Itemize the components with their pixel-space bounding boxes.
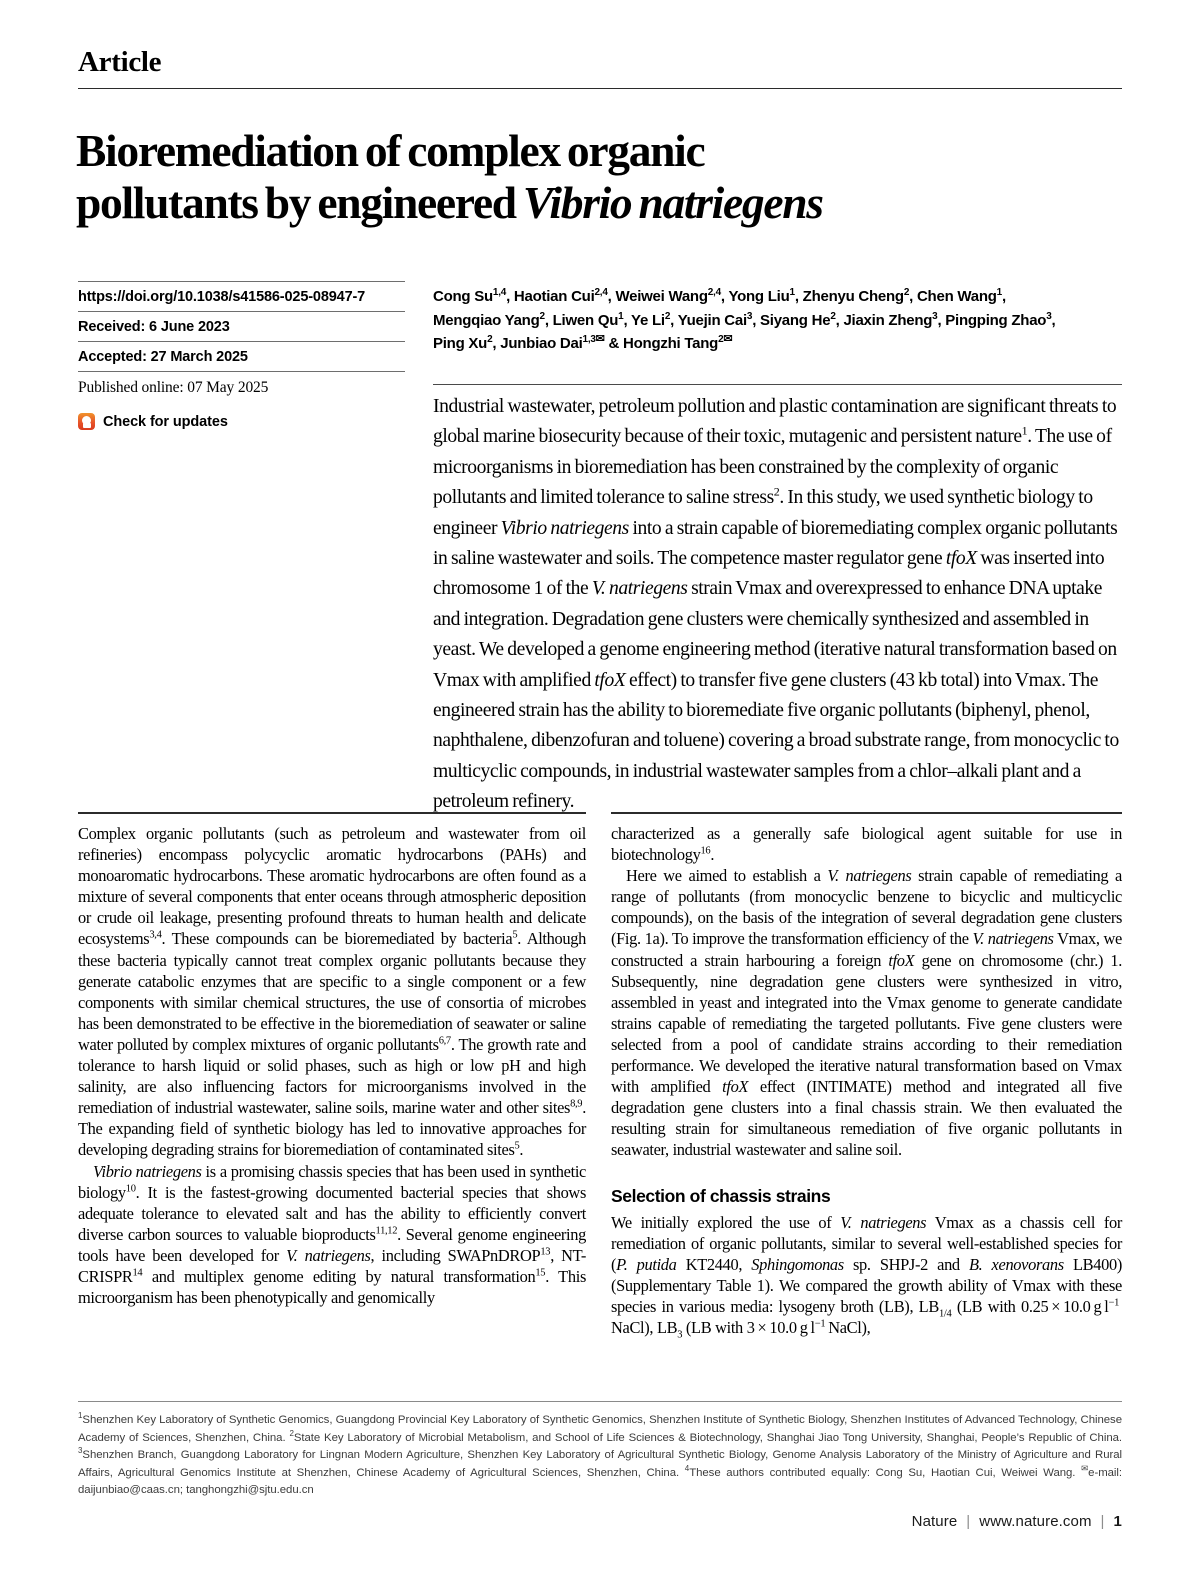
title-line-1: Bioremediation of complex organic <box>76 125 705 177</box>
footnote-divider <box>78 1401 1122 1402</box>
paragraph-intro-2: Vibrio natriegens is a promising chassis species that has been used in synthetic biology$^{10}$. It is the fastest-growing documented bacterial species that shows adequate tolerance to elevated salt and has the ability to efficiently convert diverse carbon sources to valuable bioproducts$^{11,12}$. Several genome engineering tools have been developed for V. natriegens, including SWAPnDROP$^{13}$, NT-CRISPR$^{14}$ and multiplex genome editing by natural transformation$^{15}$. This microorganism has been phenotypically and genomically <box>78 1161 587 1308</box>
paragraph-intro-3: characterized as a generally safe biological agent suitable for use in biotechnology$^{16}$. <box>611 824 1122 865</box>
author-list <box>433 285 1123 356</box>
section-heading-selection-of-chassis-strains: Selection of chassis strains <box>611 1185 831 1206</box>
footer-journal: Nature <box>911 1513 958 1530</box>
check-for-updates-label: Check for updates <box>103 413 228 430</box>
abstract-divider <box>433 384 1122 385</box>
paragraph-intro-4: Here we aimed to establish a V. natriegens strain capable of remediating a range of pollutants (from monocyclic benzene to bicyclic and multicyclic compounds), on the basis of the integration of several degradation gene clusters (Fig. 1a). To improve the transformation efficiency of the V. natriegens Vmax, we constructed a strain harbouring a foreign tfoX gene on chromosome (chr.) 1. Subsequently, nine degradation gene clusters were synthesized in vitro, assembled in yeast and integrated into the Vmax genome to generate candidate strains capable of remediating the targeted pollutants. Five gene clusters were selected from a pool of candidate strains according to their remediation performance. We developed the iterative natural transformation based on Vmax with amplified tfoX effect (INTIMATE) method and integrated all five degradation gene clusters into a final chassis strain. We then evaluated the resulting strain for simultaneous remediation of five organic pollutants in seawater, industrial wastewater and saline soil. <box>611 866 1122 1160</box>
envelope-icon: ✉ <box>723 333 733 345</box>
body-column-right <box>611 823 1122 1341</box>
title-line-2-plain: pollutants by engineered <box>76 177 523 229</box>
body-divider-right <box>611 812 1122 814</box>
article-kicker: Article <box>78 46 162 78</box>
author-line-2: Mengqiao Yang$^2$, Liwen Qu$^1$, Ye Li$^2$, Yuejin Cai$^3$, Siyang He$^2$, Jiaxin Zheng$^3$, Pingping Zhao$^3$, <box>433 310 1056 329</box>
doi-link[interactable]: https://doi.org/10.1038/s41586-025-08947-7 <box>78 281 405 311</box>
abstract: Industrial wastewater, petroleum pollution and plastic contamination are significant threats to global marine biosecurity because of their toxic, mutagenic and persistent nature$^1$. The use of microorganisms in bioremediation has been constrained by the complexity of organic pollutants and limited tolerance to saline stress$^2$. In this study, we used synthetic biology to engineer Vibrio natriegens into a strain capable of bioremediating complex organic pollutants in saline wastewater and soils. The competence master regulator gene tfoX was inserted into chromosome 1 of the V. natriegens strain Vmax and overexpressed to enhance DNA uptake and integration. Degradation gene clusters were chemically synthesized and assembled in yeast. We developed a genome engineering method (iterative natural transformation based on Vmax with amplified tfoX effect) to transfer five gene clusters (43 kb total) into Vmax. The engineered strain has the ability to bioremediate five organic pollutants (biphenyl, phenol, naphthalene, dibenzofuran and toluene) covering a broad substrate range, from monocyclic to multicyclic compounds, in industrial wastewater samples from a chlor–alkali plant and a petroleum refinery. <box>433 396 1119 813</box>
envelope-icon: ✉ <box>595 333 605 345</box>
check-for-updates-icon <box>78 413 95 430</box>
header-divider <box>78 88 1122 89</box>
footer-separator: | <box>1100 1513 1105 1530</box>
article-metadata <box>78 281 405 430</box>
paragraph-chassis-1: We initially explored the use of V. natriegens Vmax as a chassis cell for remediation of organic pollutants, similar to several well-established species for (P. putida KT2440, Sphingomonas sp. SHPJ-2 and B. xenovorans LB400) (Supplementary Table 1). We compared the growth ability of Vmax with these species in various media: lysogeny broth (LB), $LB_{1/4}$ (LB with 0.25 × 10.0 g $l^{-1}$ NaCl), $LB_3$ (LB with 3 × 10.0 g $l^{-1}$ NaCl), <box>611 1212 1122 1341</box>
title-line-2-species: Vibrio natriegens <box>522 177 823 229</box>
body-column-left <box>78 823 586 1308</box>
footer-website[interactable]: www.nature.com <box>979 1513 1092 1530</box>
check-for-updates-button[interactable] <box>78 413 405 430</box>
author-line-1: Cong Su$^{1,4}$, Haotian Cui$^{2,4}$, Weiwei Wang$^{2,4}$, Yong Liu$^1$, Zhenyu Cheng$^2$, Chen Wang$^1$, <box>433 287 1006 305</box>
published-date: Published online: 07 May 2025 <box>78 371 405 403</box>
page-title <box>76 125 1131 229</box>
body-divider-left <box>78 812 586 814</box>
paragraph-intro-1: Complex organic pollutants (such as petroleum and wastewater from oil refineries) encompass polycyclic aromatic hydrocarbons (PAHs) and monoaromatic hydrocarbons. These aromatic hydrocarbons are often found as a mixture of several components that enter oceans through atmospheric deposition or crude oil leakage, presenting profound threats to human health and delicate ecosystems$^{3,4}$. These compounds can be bioremediated by bacteria$^5$. Although these bacteria typically cannot treat complex organic pollutants because they generate catabolic enzymes that are specific to a single component or a few components with similar chemical structures, the use of consortia of microbes has been demonstrated to be effective in the bioremediation of seawater or saline water polluted by complex mixtures of organic pollutants$^{6,7}$. The growth rate and tolerance to harsh liquid or solid phases, such as high or low pH and high salinity, are also influencing factors for microorganisms involved in the remediation of industrial wastewater, saline soils, marine water and other sites$^{8,9}$. The expanding field of synthetic biology has led to innovative approaches for developing degrading strains for bioremediation of contaminated sites$^5$. <box>78 824 586 1160</box>
accepted-date: Accepted: 27 March 2025 <box>78 341 405 371</box>
received-date: Received: 6 June 2023 <box>78 311 405 341</box>
page-footer <box>912 1513 1122 1530</box>
envelope-icon: ✉ <box>1081 1462 1089 1473</box>
footer-separator: | <box>966 1513 971 1530</box>
affiliations: $^1$Shenzhen Key Laboratory of Synthetic Genomics, Guangdong Provincial Key Laboratory of Synthetic Genomics, Shenzhen Institute of Synthetic Biology, Shenzhen Institutes of Advanced Technology, Chinese Academy of Sciences, Shenzhen, China. $^2$State Key Laboratory of Microbial Metabolism, and School of Life Sciences & Biotechnology, Shanghai Jiao Tong University, Shanghai, People’s Republic of China. $^3$Shenzhen Branch, Guangdong Laboratory for Lingnan Modern Agriculture, Shenzhen Key Laboratory of Agricultural Synthetic Biology, Genome Analysis Laboratory of the Ministry of Agriculture and Rural Affairs, Agricultural Genomics Institute at Shenzhen, Chinese Academy of Agricultural Sciences, Shenzhen, China. $^4$These authors contributed equally: Cong Su, Haotian Cui, Weiwei Wang. ✉e-mail: daijunbiao@caas.cn; tanghongzhi@sjtu.edu.cn <box>78 1411 1122 1497</box>
footer-page-number: 1 <box>1113 1513 1122 1530</box>
author-line-3: Ping Xu$^2$, Junbiao Dai$^{1,3✉}$ & Hongzhi Tang$^{2✉}$ <box>433 333 733 352</box>
